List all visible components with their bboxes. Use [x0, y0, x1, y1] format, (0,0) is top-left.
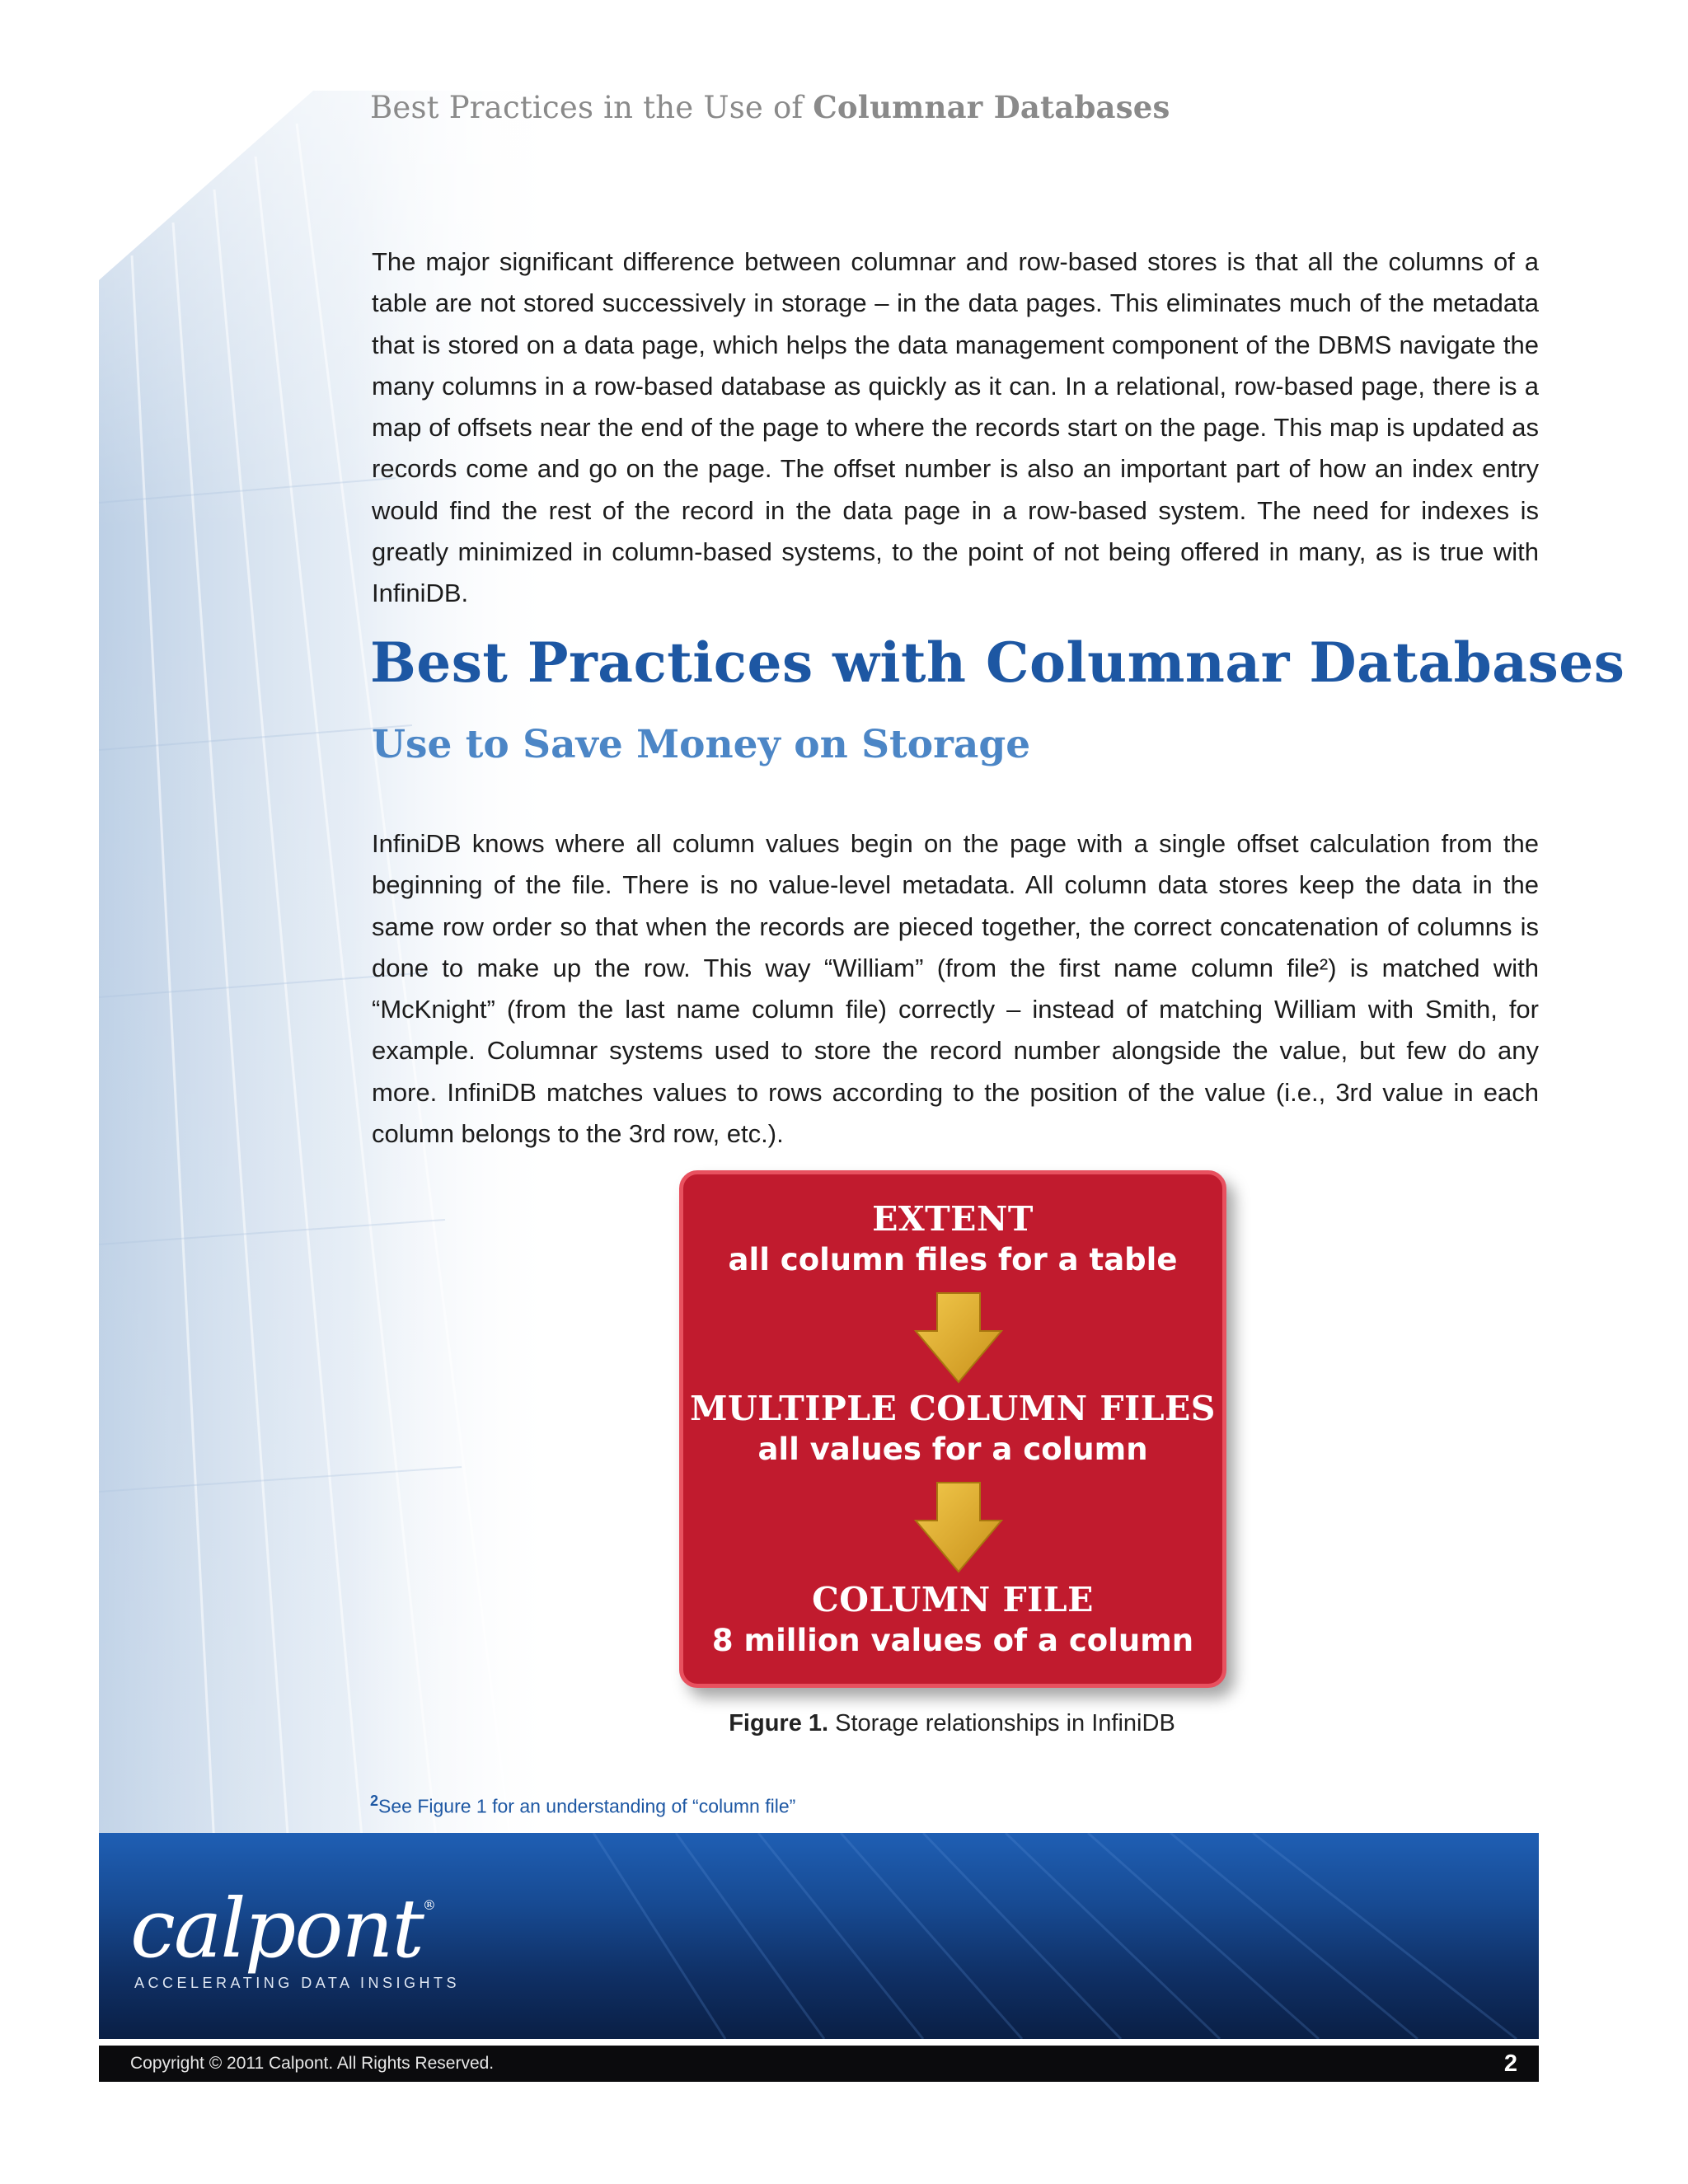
- calpont-logo: [130, 1882, 434, 1976]
- figure-caption: [0, 1710, 1688, 1737]
- down-arrow-icon: [914, 1481, 1003, 1573]
- storage-paragraph: InfiniDB knows where all column values begin on the page with a single offset calculation from the beginning of the file. There is no value-level metadata. All column data stores keep the data in the same row order so that when the records are pieced together, the correct concatenation of columns is done to make up the row. This way “William” (from the first name column file²) is matched with “McKnight” (from the last name column file) correctly – instead of matching William with Smith, for example. Columnar systems used to store the record number alongside the value, but few do any more. InfiniDB matches values to rows according to the position of the value (i.e., 3rd value in each column belongs to the 3rd row, etc.).: [372, 829, 1539, 1149]
- page-number: 2: [1503, 2050, 1517, 2077]
- logo-registered-mark: ®: [422, 1897, 434, 1913]
- footer-banner: [99, 1833, 1539, 2039]
- footnote-text: See Figure 1 for an understanding of “column file”: [378, 1795, 796, 1817]
- logo-tagline: ACCELERATING DATA INSIGHTS: [134, 1975, 461, 1991]
- column-file-title: COLUMN FILE: [812, 1580, 1094, 1619]
- copyright-text: Copyright © 2011 Calpont. All Rights Reserved.: [130, 2054, 495, 2073]
- column-file-subtitle: 8 million values of a column: [711, 1623, 1194, 1658]
- running-header-bold: Columnar Databases: [813, 89, 1170, 125]
- subsection-heading: Use to Save Money on Storage: [372, 722, 1031, 767]
- figure-caption-label: Figure 1.: [729, 1710, 829, 1736]
- section-heading: Best Practices with Columnar Databases: [370, 630, 1625, 695]
- running-header-prefix: Best Practices in the Use of: [370, 90, 814, 125]
- logo-wordmark: calpont: [130, 1882, 423, 1976]
- column-files-subtitle: all values for a column: [757, 1432, 1148, 1467]
- extent-title: EXTENT: [872, 1199, 1034, 1239]
- column-files-title: MULTIPLE COLUMN FILES: [690, 1389, 1216, 1428]
- figure-caption-text: Storage relationships in InfiniDB: [828, 1710, 1175, 1736]
- storage-diagram: [679, 1170, 1226, 1688]
- footnote-marker: 2: [370, 1793, 379, 1809]
- running-header: [370, 89, 1170, 125]
- copyright-bar: [99, 2046, 1539, 2082]
- footnote: [370, 1793, 795, 1818]
- intro-paragraph: The major significant difference between columnar and row-based stores is that all the columns of a table are not stored successively in storage – in the data pages. This eliminates much of the metadata that is stored on a data page, which helps the data management component of the DBMS navigate the many columns in a row-based database as quickly as it can. In a relational, row-based page, there is a map of offsets near the end of the page to where the records start on the page. This map is updated as records come and go on the page. The offset number is also an important part of how an index entry would find the rest of the record in the data page in a row-based system. The need for indexes is greatly minimized in column-based systems, to the point of not being offered in many, as is true with InfiniDB.: [372, 247, 1539, 608]
- down-arrow-icon: [914, 1291, 1003, 1384]
- extent-subtitle: all column files for a table: [728, 1242, 1178, 1277]
